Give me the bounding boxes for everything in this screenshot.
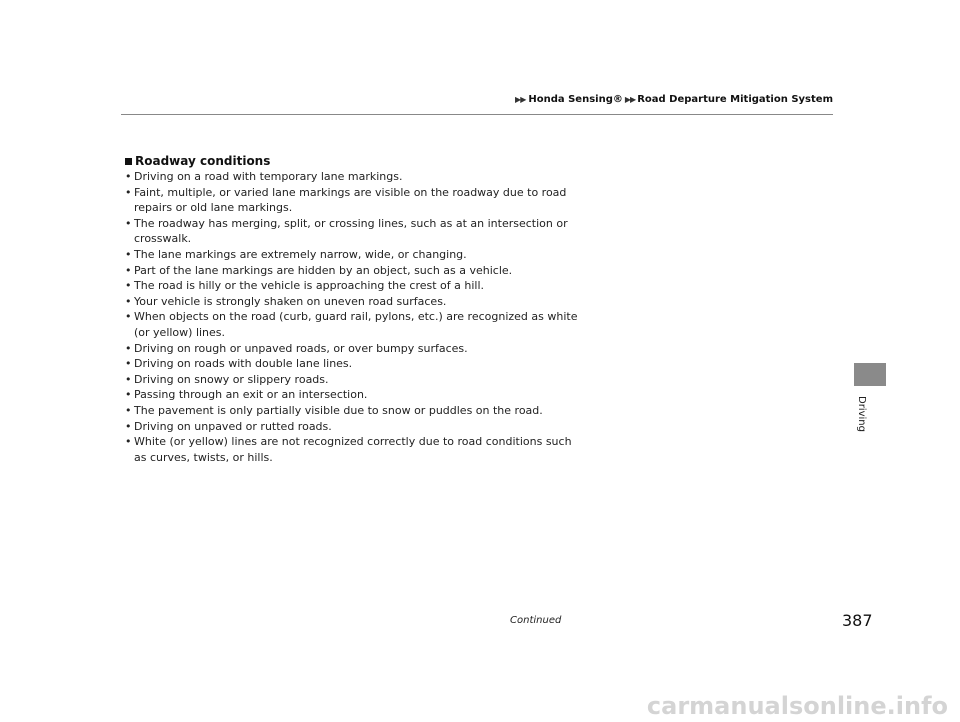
list-item: • White (or yellow) lines are not recognized correctly due to road conditions such as curves, twists, or hills. <box>125 434 585 465</box>
list-item: • The pavement is only partially visible due to snow or puddles on the road. <box>125 403 585 419</box>
chapter-label: Driving <box>856 396 867 432</box>
breadcrumb-item-2: Road Departure Mitigation System <box>637 94 833 105</box>
list-item: • When objects on the road (curb, guard rail, pylons, etc.) are recognized as white (or yellow) lines. <box>125 309 585 340</box>
breadcrumb-item-1: Honda Sensing® <box>528 94 623 105</box>
list-item: • Driving on rough or unpaved roads, or over bumpy surfaces. <box>125 341 585 357</box>
section-title: Roadway conditions <box>135 154 271 168</box>
list-item: • Driving on roads with double lane lines. <box>125 356 585 372</box>
section-heading <box>125 153 585 169</box>
conditions-list <box>125 169 585 465</box>
main-content <box>125 153 585 465</box>
page-number: 387 <box>842 611 873 630</box>
watermark: carmanualsonline.info <box>646 692 948 720</box>
list-item: • Part of the lane markings are hidden by an object, such as a vehicle. <box>125 263 585 279</box>
list-item: • The road is hilly or the vehicle is approaching the crest of a hill. <box>125 278 585 294</box>
list-item: • Faint, multiple, or varied lane markings are visible on the roadway due to road repairs or old lane markings. <box>125 185 585 216</box>
double-triangle-icon: ▶▶ <box>624 95 636 104</box>
list-item: • The lane markings are extremely narrow, wide, or changing. <box>125 247 585 263</box>
list-item: • Your vehicle is strongly shaken on uneven road surfaces. <box>125 294 585 310</box>
chapter-tab <box>854 363 886 386</box>
breadcrumb <box>513 94 833 105</box>
double-triangle-icon: ▶▶ <box>515 95 526 104</box>
continued-label: Continued <box>510 615 562 626</box>
list-item: • Passing through an exit or an intersection. <box>125 387 585 403</box>
list-item: • The roadway has merging, split, or crossing lines, such as at an intersection or crosswalk. <box>125 216 585 247</box>
list-item: • Driving on unpaved or rutted roads. <box>125 419 585 435</box>
list-item: • Driving on a road with temporary lane markings. <box>125 169 585 185</box>
list-item: • Driving on snowy or slippery roads. <box>125 372 585 388</box>
square-bullet-icon <box>125 158 132 165</box>
header-divider <box>121 114 833 115</box>
